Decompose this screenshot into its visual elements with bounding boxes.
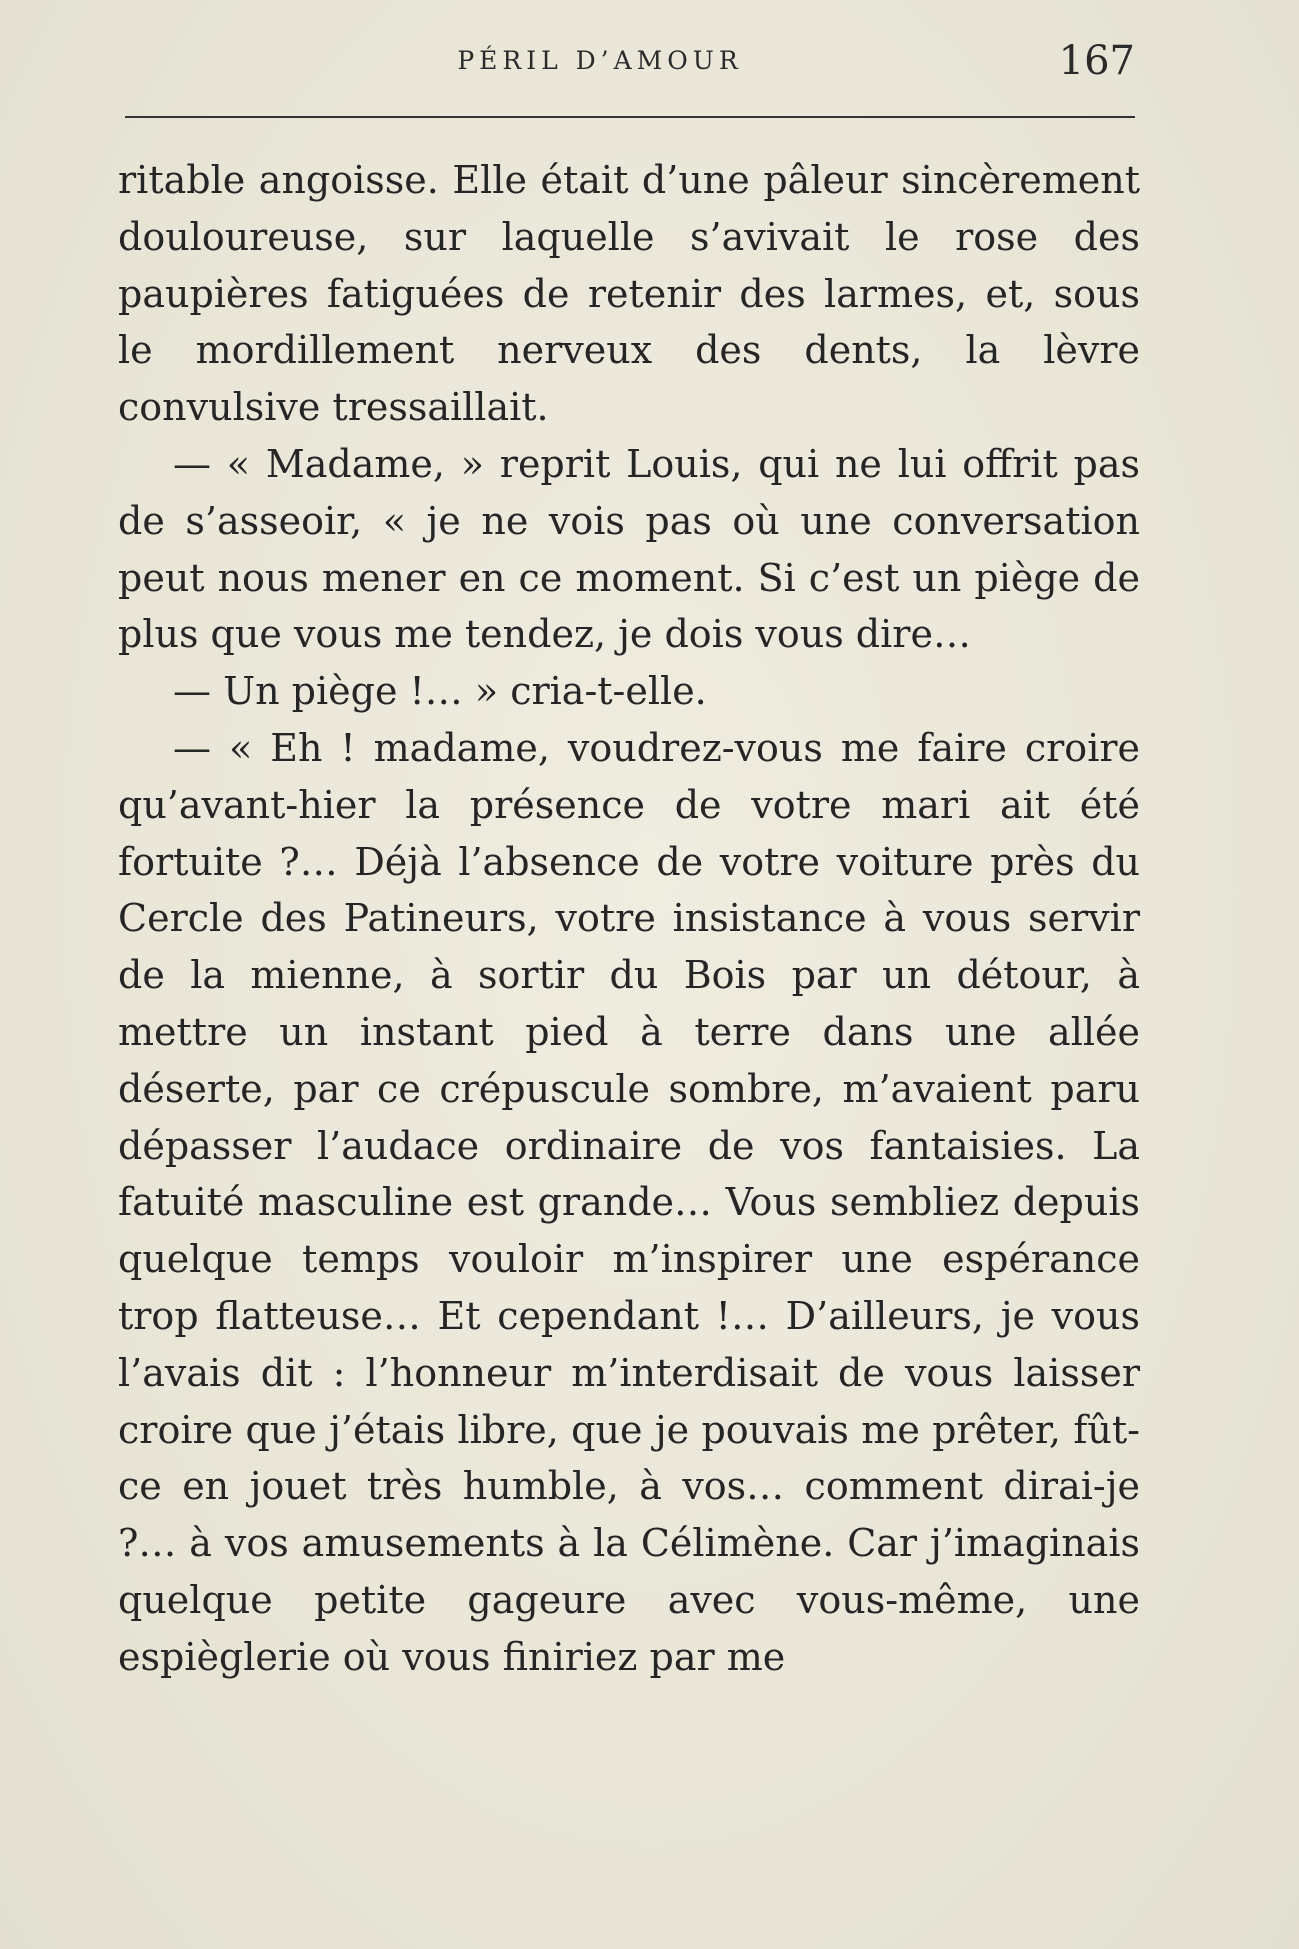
paragraph: ritable angoisse. Elle était d’une pâleur sincèrement douloureuse, sur laquelle s’avivait le rose des paupières fatiguées de retenir des larmes, et, sous le mordillement nerveux des dents, la lèvre convulsive tressaillait. xyxy=(118,158,1140,430)
running-title: PÉRIL D’AMOUR xyxy=(457,46,743,75)
paragraph: — « Eh ! madame, voudrez-vous me faire croire qu’avant-hier la présence de votre mari ait été fortuite ?… Déjà l’absence de votre voiture près du Cercle des Patineurs, votre insistance à vous servir de la mienne, à sortir du Bois par un détour, à mettre un instant pied à terre dans une allée déserte, par ce crépuscule sombre, m’avaient paru dépasser l’audace ordinaire de vos fantaisies. La fatuité masculine est grande… Vous sembliez depuis quelque temps vouloir m’inspirer une espérance trop flatteuse… Et cependant !… D’ailleurs, je vous l’avais dit : l’honneur m’interdisait de vous laisser croire que j’étais libre, que je pouvais me prêter, fût-ce en jouet très humble, à vos… comment dirai-je ?… à vos amusements à la Célimène. Car j’imaginais quelque petite gageure avec vous-même, une espièglerie où vous finiriez par me xyxy=(118,725,1140,1679)
header-rule xyxy=(125,116,1135,118)
page-header xyxy=(125,38,1135,92)
paragraph: — « Madame, » reprit Louis, qui ne lui offrit pas de s’asseoir, « je ne vois pas où une conversation peut nous mener en ce moment. Si c’est un piège de plus que vous me tendez, je dois vous dire… xyxy=(118,441,1140,657)
paragraph: — Un piège !… » cria-t-elle. xyxy=(173,669,707,714)
page-number: 167 xyxy=(1058,38,1135,84)
body-text xyxy=(118,152,1140,1686)
